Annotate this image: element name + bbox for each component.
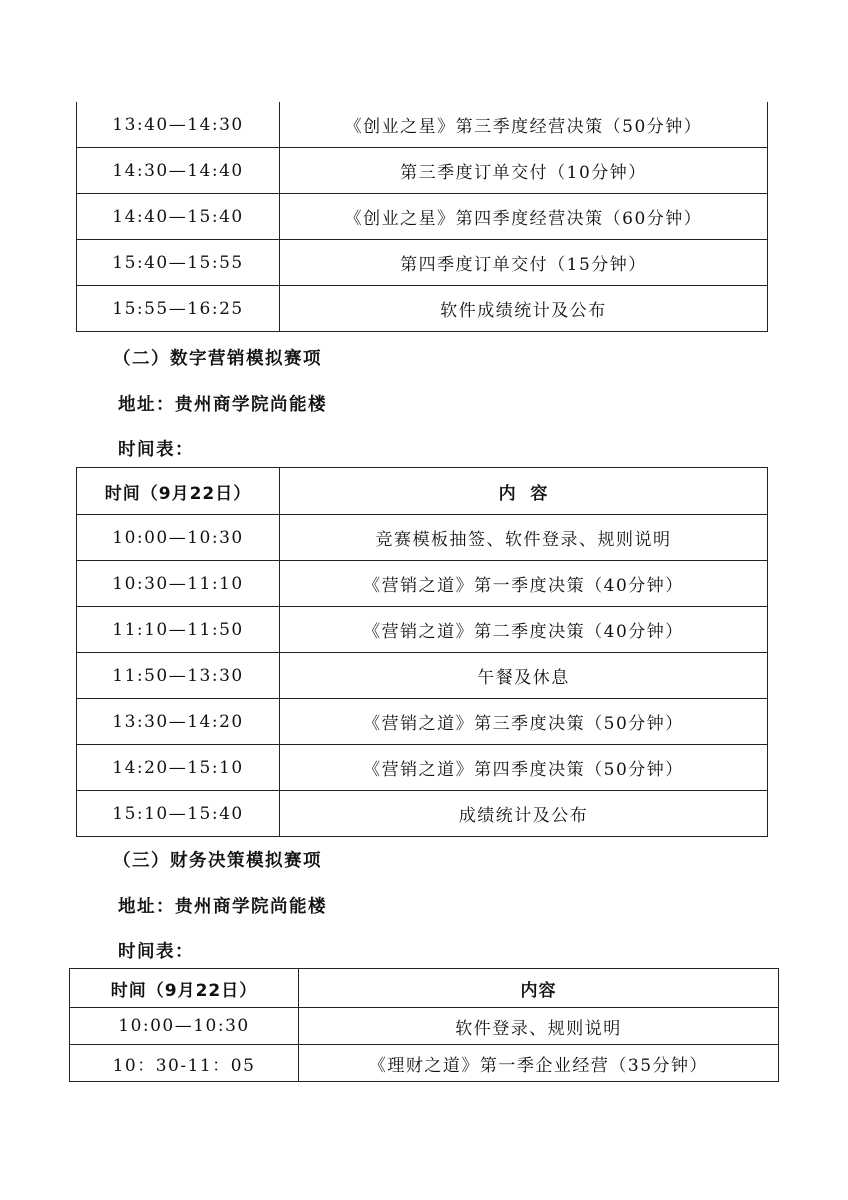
header-content: 内 容 xyxy=(280,468,768,515)
table-row xyxy=(77,148,768,194)
table-header-row xyxy=(77,468,768,515)
content-cell: 软件成绩统计及公布 xyxy=(280,286,768,332)
table-row xyxy=(77,607,768,653)
time-cell: 15:10—15:40 xyxy=(77,791,280,837)
header-time: 时间（9月22日） xyxy=(77,468,280,515)
table-row xyxy=(70,1008,779,1045)
content-cell: 《营销之道》第二季度决策（40分钟） xyxy=(280,607,768,653)
content-cell: 《营销之道》第三季度决策（50分钟） xyxy=(280,699,768,745)
schedule-table-2 xyxy=(76,467,768,837)
content-cell: 《营销之道》第一季度决策（40分钟） xyxy=(280,561,768,607)
header-time: 时间（9月22日） xyxy=(70,969,299,1008)
section-2-address: 地址：贵州商学院尚能楼 xyxy=(118,395,327,415)
content-cell: 软件登录、规则说明 xyxy=(299,1008,779,1045)
table-row xyxy=(77,561,768,607)
table-row xyxy=(77,240,768,286)
content-cell: 第四季度订单交付（15分钟） xyxy=(280,240,768,286)
content-cell: 《创业之星》第四季度经营决策（60分钟） xyxy=(280,194,768,240)
time-cell: 15:55—16:25 xyxy=(77,286,280,332)
section-3-heading: （三）财务决策模拟赛项 xyxy=(113,851,322,871)
time-cell: 10:00—10:30 xyxy=(70,1008,299,1045)
table-row xyxy=(77,286,768,332)
section-2-schedule-label: 时间表： xyxy=(118,440,194,460)
section-3-address: 地址：贵州商学院尚能楼 xyxy=(118,897,327,917)
time-cell: 14:30—14:40 xyxy=(77,148,280,194)
schedule-table-2-body xyxy=(77,515,768,837)
schedule-table-1-body xyxy=(77,102,768,332)
time-cell: 10:30—11:10 xyxy=(77,561,280,607)
table-header-row xyxy=(70,969,779,1008)
table-row xyxy=(77,102,768,148)
time-cell: 14:20—15:10 xyxy=(77,745,280,791)
table-row xyxy=(70,1045,779,1082)
content-cell: 第三季度订单交付（10分钟） xyxy=(280,148,768,194)
section-3-schedule-label: 时间表： xyxy=(118,942,194,962)
table-row xyxy=(77,194,768,240)
schedule-table-3 xyxy=(69,968,779,1082)
time-cell: 10:00—10:30 xyxy=(77,515,280,561)
content-cell: 《理财之道》第一季企业经营（35分钟） xyxy=(299,1045,779,1082)
time-cell: 14:40—15:40 xyxy=(77,194,280,240)
time-cell: 10：30-11：05 xyxy=(70,1045,299,1082)
table-row xyxy=(77,515,768,561)
table-row xyxy=(77,699,768,745)
schedule-table-1 xyxy=(76,102,768,332)
time-cell: 13:40—14:30 xyxy=(77,102,280,148)
section-2-heading: （二）数字营销模拟赛项 xyxy=(113,349,322,369)
header-content: 内容 xyxy=(299,969,779,1008)
time-cell: 11:50—13:30 xyxy=(77,653,280,699)
table-row xyxy=(77,745,768,791)
content-cell: 午餐及休息 xyxy=(280,653,768,699)
schedule-table-3-body xyxy=(70,1008,779,1082)
content-cell: 《营销之道》第四季度决策（50分钟） xyxy=(280,745,768,791)
time-cell: 11:10—11:50 xyxy=(77,607,280,653)
table-row xyxy=(77,653,768,699)
content-cell: 竞赛模板抽签、软件登录、规则说明 xyxy=(280,515,768,561)
time-cell: 13:30—14:20 xyxy=(77,699,280,745)
content-cell: 《创业之星》第三季度经营决策（50分钟） xyxy=(280,102,768,148)
time-cell: 15:40—15:55 xyxy=(77,240,280,286)
table-row xyxy=(77,791,768,837)
content-cell: 成绩统计及公布 xyxy=(280,791,768,837)
